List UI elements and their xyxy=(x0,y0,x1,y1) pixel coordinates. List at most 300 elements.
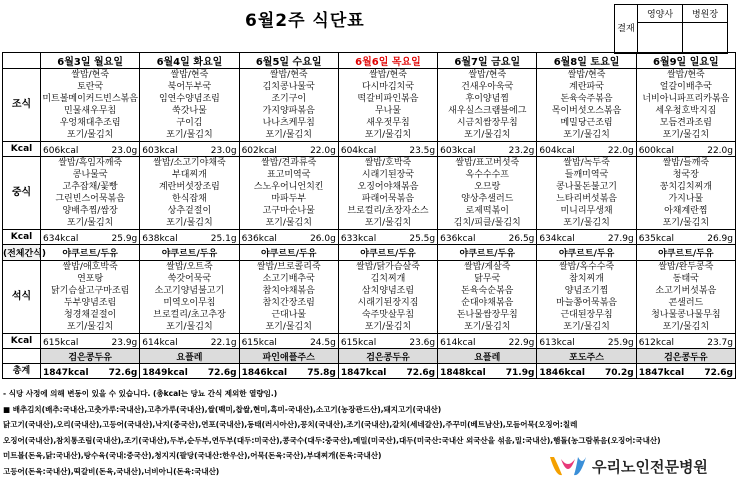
hospital-name: 우리노인전문병원 xyxy=(592,457,708,476)
menu-item: 포기/물김치 xyxy=(265,130,312,140)
menu-item: 쑥갓어묵국 xyxy=(167,274,212,284)
menu-item: 포기/물김치 xyxy=(166,322,213,332)
menu-item: 시래기된장국 xyxy=(361,170,415,180)
dinner-cell xyxy=(636,261,735,334)
menu-item: 포기/물김치 xyxy=(662,130,710,140)
menu-item: 꽁치김치찌개 xyxy=(659,182,712,192)
dinner-cell xyxy=(140,261,239,334)
protein-value: 22.0g xyxy=(607,145,634,156)
menu-item: 삼치양념조림 xyxy=(361,286,415,296)
breakfast-cell xyxy=(636,69,735,142)
menu-item: 콩나물돈불고기 xyxy=(556,182,617,192)
kcal-value: 614kcal xyxy=(142,337,178,348)
menu-item: 청나물콩나물무침 xyxy=(651,310,721,320)
kcal-value: 636kcal xyxy=(440,233,476,244)
menu-item: 아채계란찜 xyxy=(664,206,708,216)
kcal-values xyxy=(438,365,536,378)
corner-cell xyxy=(3,53,41,69)
kcal-value: 613kcal xyxy=(539,337,575,348)
kcal-cell xyxy=(338,230,437,245)
protein-value: 23.7g xyxy=(707,337,733,348)
protein-value: 23.6g xyxy=(409,337,436,348)
kcal-cell xyxy=(438,142,537,157)
menu-item: 우엉채대추조림 xyxy=(59,118,121,128)
menu-item: 근대나물 xyxy=(271,310,307,320)
kcal-value: 614kcal xyxy=(440,337,476,348)
total-cell xyxy=(41,364,140,379)
day-header: 6월4일 화요일 xyxy=(140,53,239,69)
menu-item: 포기/물김치 xyxy=(662,218,710,228)
menu-item: 오므랑 xyxy=(474,182,501,192)
menu-item: 쌀밥/현죽 xyxy=(170,70,209,80)
menu-item: 민물새우무침 xyxy=(64,106,117,116)
kcal-cell xyxy=(537,334,636,349)
menu-item: 미역오이무침 xyxy=(163,298,216,308)
day-header: 6월7일 금요일 xyxy=(438,53,537,69)
menu-item: 닭기슴살고구마조림 xyxy=(51,286,130,296)
menu-item: 가지양파볶음 xyxy=(262,106,315,116)
approval-box xyxy=(614,4,728,54)
kcal-values xyxy=(537,231,635,244)
menu-item: 김치/피클/물김치 xyxy=(453,218,521,228)
lunch-cell xyxy=(537,157,636,230)
menu-item: 시래기된장지짐 xyxy=(357,298,419,308)
protein-value: 27.9g xyxy=(607,233,634,244)
note-line: 닭고기(국내산),오리(국내산),고등어(국내산),낙지(중국산),연포(국내산),동태(러시아산),꽁치(국내산),조기(국내산),갈치(세네갈산),주꾸미(베트남산),모듬어묵(오징어:칠레 xyxy=(3,420,578,429)
kcal-cell xyxy=(338,142,437,157)
menu-item: 숙주맛살무침 xyxy=(361,310,415,320)
kcal-values xyxy=(240,143,338,156)
kcal-values xyxy=(637,231,735,244)
breakfast-cell xyxy=(438,69,537,142)
protein-value: 25.9g xyxy=(607,337,634,348)
menu-item: 옥수수수프 xyxy=(465,170,509,180)
kcal-cell xyxy=(140,142,239,157)
kcal-value: 638kcal xyxy=(142,233,178,244)
kcal-value: 1846kcal xyxy=(539,367,585,378)
menu-item: 쌀밥/완두콩죽 xyxy=(658,262,714,272)
dinner-cell xyxy=(338,261,437,334)
kcal-cell xyxy=(636,142,735,157)
menu-item: 브로컬리/초고추장 xyxy=(153,310,226,320)
menu-item: 스노우어니언치킨 xyxy=(253,182,324,192)
protein-value: 72.6g xyxy=(406,367,436,378)
kcal-value: 1848kcal xyxy=(440,367,486,378)
kcal-values xyxy=(339,365,437,378)
menu-item: 로제떡볶이 xyxy=(465,206,509,216)
kcal-values xyxy=(140,231,238,244)
menu-item: 쌀밥/애호박죽 xyxy=(62,262,118,272)
total-cell xyxy=(140,364,239,379)
protein-value: 23.0g xyxy=(111,145,138,156)
kcal-values xyxy=(438,143,536,156)
kcal-values xyxy=(537,365,635,378)
dinner-cell xyxy=(438,261,537,334)
breakfast-cell xyxy=(537,69,636,142)
juice-cell: 검은콩두유 xyxy=(338,349,437,364)
juice-cell: 요플레 xyxy=(140,349,239,364)
total-cell xyxy=(438,364,537,379)
approval-role-director: 병원장 xyxy=(683,5,728,23)
protein-value: 23.9g xyxy=(111,337,138,348)
day-header: 6월9일 일요일 xyxy=(636,53,735,69)
kcal-values xyxy=(240,365,338,378)
breakfast-cell xyxy=(338,69,437,142)
kcal-value: 1847kcal xyxy=(340,367,387,378)
snack-cell: 야쿠르트/두유 xyxy=(636,245,735,261)
total-cell xyxy=(636,364,735,379)
menu-item: 미트볼메이커드빈스볶음 xyxy=(42,94,138,104)
total-cell xyxy=(338,364,437,379)
menu-item: 쌀밥/브로콜리죽 xyxy=(256,262,321,272)
menu-item: 포기/물김치 xyxy=(166,130,213,140)
protein-value: 22.1g xyxy=(210,337,237,348)
kcal-values xyxy=(339,231,437,244)
kcal-cell xyxy=(140,334,239,349)
kcal-values xyxy=(438,231,536,244)
snack-cell: 야쿠르트/두유 xyxy=(239,245,338,261)
kcal-values xyxy=(637,143,735,156)
menu-item: 오징어야채볶음 xyxy=(357,182,419,192)
kcal-value: 635kcal xyxy=(638,233,675,244)
snack-cell: 야쿠르트/두유 xyxy=(438,245,537,261)
protein-value: 26.5g xyxy=(508,233,535,244)
menu-item: 얼갈이배추국 xyxy=(659,82,712,92)
menu-item: 두부양념조림 xyxy=(64,298,117,308)
kcal-cell xyxy=(239,230,338,245)
kcal-value: 604kcal xyxy=(539,145,575,156)
protein-value: 23.5g xyxy=(409,145,436,156)
menu-item: 미니리무생채 xyxy=(560,206,613,216)
menu-item: 북어두부국 xyxy=(167,82,212,92)
menu-item: 쌀밥/흑임자깨죽 xyxy=(58,158,123,168)
dinner-cell xyxy=(537,261,636,334)
dinner-row xyxy=(3,261,736,334)
menu-item: 계란버섯장조림 xyxy=(158,182,220,192)
menu-item: 쌀밥/견과류죽 xyxy=(261,158,317,168)
menu-item: 새우젓무침 xyxy=(366,118,410,128)
menu-item: 후이양념찜 xyxy=(465,94,509,104)
menu-item: 참치간장조림 xyxy=(262,298,315,308)
protein-value: 71.9g xyxy=(505,367,535,378)
kcal-values xyxy=(140,143,238,156)
breakfast-cell xyxy=(140,69,239,142)
menu-item: 쌀밥/현죽 xyxy=(269,70,308,80)
menu-item: 포기/물김치 xyxy=(66,130,114,140)
lunch-cell xyxy=(41,157,140,230)
kcal-cell xyxy=(636,334,735,349)
menu-item: 김치찌개 xyxy=(370,274,406,284)
kcal-value: 615kcal xyxy=(43,337,79,348)
menu-item: 양상추샐러드 xyxy=(461,194,514,204)
menu-item: 돈육숙순볶음 xyxy=(461,286,514,296)
dinner-kcal-row xyxy=(3,334,736,349)
protein-value: 22.0g xyxy=(310,145,336,156)
menu-item: 가지나물 xyxy=(668,194,704,204)
menu-item: 쌀밥/표고버섯죽 xyxy=(455,158,520,168)
menu-item: 쌀밥/닭가슴살죽 xyxy=(356,262,420,272)
kcal-cell xyxy=(41,334,140,349)
menu-item: 파래어묵볶음 xyxy=(361,194,415,204)
approval-sign-director xyxy=(683,23,728,54)
menu-item: 콘샐러드 xyxy=(668,298,704,308)
menu-item: 참치찌개 xyxy=(569,274,604,284)
dinner-label: 석식 xyxy=(3,261,41,334)
lunch-row xyxy=(3,157,736,230)
menu-item: 조기구이 xyxy=(271,94,307,104)
kcal-cell xyxy=(41,230,140,245)
note-line: ■ 배추김치(배추:국내산,고춧가루:국내산),고추가루(국내산),쌀(백미,찹쌀,현미,흑미-국내산),소고기(농장관드산),돼지고기(국내산) xyxy=(3,404,442,414)
kcal-label: Kcal xyxy=(3,334,41,349)
kcal-values xyxy=(41,231,139,244)
menu-item: 한식잡채 xyxy=(172,194,207,204)
menu-item: 포기/물김치 xyxy=(364,322,412,332)
kcal-value: 636kcal xyxy=(241,233,277,244)
menu-item: 떡갈비파인볶음 xyxy=(357,94,419,104)
menu-item: 느타리버섯볶음 xyxy=(556,194,617,204)
menu-item: 돈나물쌈장무침 xyxy=(456,310,518,320)
menu-item: 돈육숙주볶음 xyxy=(560,94,613,104)
page-title: 6월2주 식단표 xyxy=(245,11,365,31)
protein-value: 24.5g xyxy=(310,337,336,348)
kcal-values xyxy=(637,365,735,378)
kcal-value: 606kcal xyxy=(43,145,79,156)
kcal-value: 603kcal xyxy=(142,145,178,156)
menu-item: 포기/물김치 xyxy=(464,322,511,332)
kcal-cell xyxy=(338,334,437,349)
lunch-cell xyxy=(239,157,338,230)
menu-item: 마파두부 xyxy=(271,194,307,204)
kcal-value: 615kcal xyxy=(340,337,377,348)
juice-row xyxy=(3,349,736,364)
total-label: 총계 xyxy=(3,364,41,379)
day-header: 6월3일 월요일 xyxy=(41,53,140,69)
protein-value: 70.2g xyxy=(605,367,634,378)
snack-cell: 야쿠르트/두유 xyxy=(41,245,140,261)
menu-item: 김치콩나물국 xyxy=(262,82,315,92)
snack-row xyxy=(3,245,736,261)
kcal-cell xyxy=(41,142,140,157)
menu-item: 임연수양념조림 xyxy=(158,94,220,104)
protein-value: 75.8g xyxy=(307,367,336,378)
menu-item: 새우실스크램블에그 xyxy=(448,106,527,116)
menu-item: 쌀밥/소고기야채죽 xyxy=(153,158,226,168)
menu-item: 쌀밥/현죽 xyxy=(468,70,507,80)
menu-item: 포기/물김치 xyxy=(66,218,114,228)
kcal-value: 604kcal xyxy=(340,145,377,156)
kcal-values xyxy=(537,143,635,156)
menu-item: 포기/물김치 xyxy=(364,130,412,140)
juice-cell: 검은콩두유 xyxy=(41,349,140,364)
note-line: 오징어(국내산),참치통조림(국내산),조기(국내산),두부,순두부,연두부(대두:미국산),콩국수(대두:중국산),메밀(미국산),대두(미국산:국내산 외국산을 섞음,밀:국내산),햄돌(농그람볶음(오징어:국내산) xyxy=(3,435,661,445)
protein-value: 72.6g xyxy=(108,367,138,378)
snack-cell: 야쿠르트/두유 xyxy=(338,245,437,261)
hospital-logo xyxy=(548,453,708,479)
protein-value: 72.6g xyxy=(207,367,237,378)
menu-item: 동태국 xyxy=(672,274,699,284)
menu-item: 쌀밥/현죽 xyxy=(666,70,705,80)
protein-value: 26.0g xyxy=(310,233,336,244)
approval-role-dietitian: 영양사 xyxy=(638,5,683,23)
menu-item: 포기/물김치 xyxy=(563,130,610,140)
kcal-value: 602kcal xyxy=(241,145,277,156)
kcal-cell xyxy=(239,334,338,349)
day-header: 6월6일 목요일 xyxy=(338,53,437,69)
menu-item: 목이버섯오스볶음 xyxy=(551,106,622,116)
snack-cell: 야쿠르트/두유 xyxy=(140,245,239,261)
menu-item: 포기/물김치 xyxy=(166,218,213,228)
dinner-cell xyxy=(239,261,338,334)
menu-item: 계란파국 xyxy=(569,82,604,92)
menu-item: 토란국 xyxy=(77,82,104,92)
menu-item: 구이김 xyxy=(176,118,203,128)
menu-item: 브로컬리/초장자소스 xyxy=(347,206,429,216)
menu-item: 쌀밥/현죽 xyxy=(369,70,407,80)
menu-item: 표고미역국 xyxy=(266,170,311,180)
menu-item: 포기/물김치 xyxy=(265,218,312,228)
menu-item: 포기/물김치 xyxy=(464,130,511,140)
menu-item: 부대찌개 xyxy=(172,170,207,180)
kcal-value: 1846kcal xyxy=(241,367,288,378)
menu-item: 포기/물김치 xyxy=(563,322,610,332)
snack-cell: 야쿠르트/두유 xyxy=(537,245,636,261)
protein-value: 72.6g xyxy=(704,367,733,378)
kcal-label: Kcal xyxy=(3,230,41,245)
menu-item: 건새우아욱국 xyxy=(461,82,514,92)
menu-item: 콩나물국 xyxy=(72,170,108,180)
lunch-cell xyxy=(140,157,239,230)
kcal-value: 1849kcal xyxy=(142,367,188,378)
day-header: 6월5일 수요일 xyxy=(239,53,338,69)
kcal-values xyxy=(240,335,338,348)
total-cell xyxy=(239,364,338,379)
kcal-value: 1847kcal xyxy=(638,367,685,378)
menu-item: 나나츠케무침 xyxy=(262,118,315,128)
menu-item: 쌀밥/들깨죽 xyxy=(662,158,710,168)
lunch-cell xyxy=(636,157,735,230)
lunch-label: 중식 xyxy=(3,157,41,230)
kcal-values xyxy=(240,231,338,244)
dinner-cell xyxy=(41,261,140,334)
protein-value: 25.9g xyxy=(111,233,138,244)
protein-value: 22.0g xyxy=(707,145,733,156)
menu-item: 청국장 xyxy=(672,170,699,180)
day-header: 6월8일 토요일 xyxy=(537,53,636,69)
day-header-row xyxy=(3,53,736,69)
breakfast-label: 조식 xyxy=(3,69,41,142)
menu-item: 쌀밥/녹두죽 xyxy=(563,158,610,168)
menu-item: 쌀밥/옥수수죽 xyxy=(558,262,615,272)
menu-item: 소고기버섯볶음 xyxy=(655,286,717,296)
menu-item: 소고기배추국 xyxy=(262,274,315,284)
logo-mark-icon xyxy=(548,453,588,479)
note-line: 고등어(돈육:국내산),떡갈비(돈육,국내산),너비아니(돈육:국내산) xyxy=(3,466,220,476)
kcal-values xyxy=(140,335,238,348)
snack-label: (전체간식) xyxy=(3,245,41,261)
kcal-values xyxy=(41,365,139,378)
menu-table xyxy=(2,52,736,379)
kcal-values xyxy=(41,143,139,156)
breakfast-row xyxy=(3,69,736,142)
menu-item: 소고기양념불고기 xyxy=(154,286,225,296)
menu-item: 양배추찜/쌈장 xyxy=(62,206,118,216)
protein-value: 26.9g xyxy=(707,233,733,244)
menu-item: 쌀밥/현죽 xyxy=(71,70,110,80)
kcal-value: 1847kcal xyxy=(43,367,89,378)
kcal-values xyxy=(339,143,437,156)
total-row xyxy=(3,364,736,379)
kcal-value: 634kcal xyxy=(43,233,79,244)
menu-item: 상추겉절이 xyxy=(167,206,212,216)
kcal-values xyxy=(339,335,437,348)
menu-item: 양념조기찜 xyxy=(564,286,609,296)
protein-value: 25.5g xyxy=(409,233,436,244)
menu-item: 고추잡채/꽃빵 xyxy=(62,182,118,192)
protein-value: 25.1g xyxy=(210,233,237,244)
menu-item: 포기/물김치 xyxy=(364,218,412,228)
menu-item: 순대야채볶음 xyxy=(461,298,514,308)
kcal-cell xyxy=(438,334,537,349)
kcal-value: 634kcal xyxy=(539,233,575,244)
juice-cell: 요플레 xyxy=(438,349,537,364)
kcal-value: 600kcal xyxy=(638,145,675,156)
menu-item: 포기/물김치 xyxy=(563,218,610,228)
kcal-value: 612kcal xyxy=(638,337,675,348)
kcal-cell xyxy=(537,142,636,157)
protein-value: 22.9g xyxy=(508,337,535,348)
menu-item: 참치야채볶음 xyxy=(262,286,315,296)
menu-item: 메밀당근조림 xyxy=(560,118,613,128)
protein-value: 23.2g xyxy=(508,145,535,156)
menu-item: 들깨미역국 xyxy=(564,170,609,180)
kcal-cell xyxy=(140,230,239,245)
kcal-label: Kcal xyxy=(3,142,41,157)
menu-item: 시금치쌈장무침 xyxy=(456,118,518,128)
juice-label-cell xyxy=(3,349,41,364)
menu-item: 닭무국 xyxy=(474,274,501,284)
menu-item: 쌀밥/게살죽 xyxy=(464,262,511,272)
kcal-cell xyxy=(537,230,636,245)
kcal-values xyxy=(140,365,238,378)
lunch-kcal-row xyxy=(3,230,736,245)
menu-item: 연포탕 xyxy=(77,274,104,284)
kcal-value: 615kcal xyxy=(241,337,277,348)
breakfast-cell xyxy=(41,69,140,142)
kcal-cell xyxy=(239,142,338,157)
menu-item: 너비아니파프리카볶음 xyxy=(642,94,730,104)
menu-item: 세우청호박지짐 xyxy=(655,106,717,116)
juice-cell: 검은콩두유 xyxy=(636,349,735,364)
approval-label: 결재 xyxy=(615,5,638,54)
menu-item: 포기/물김치 xyxy=(66,322,114,332)
menu-item: 그린빈스어묵볶음 xyxy=(55,194,125,204)
kcal-values xyxy=(637,335,735,348)
kcal-value: 603kcal xyxy=(440,145,476,156)
juice-cell: 포도주스 xyxy=(537,349,636,364)
menu-item: 쌀밥/현죽 xyxy=(567,70,606,80)
kcal-value: 633kcal xyxy=(340,233,377,244)
menu-item: 포기/물김치 xyxy=(662,322,710,332)
protein-value: 23.0g xyxy=(210,145,237,156)
kcal-values xyxy=(438,335,536,348)
lunch-cell xyxy=(338,157,437,230)
approval-sign-dietitian xyxy=(638,23,683,54)
menu-item: 무나물 xyxy=(374,106,402,116)
kcal-values xyxy=(41,335,139,348)
menu-item: 다시마김치국 xyxy=(361,82,415,92)
juice-cell: 파인애플주스 xyxy=(239,349,338,364)
menu-item: 쑥갓나물 xyxy=(172,106,207,116)
